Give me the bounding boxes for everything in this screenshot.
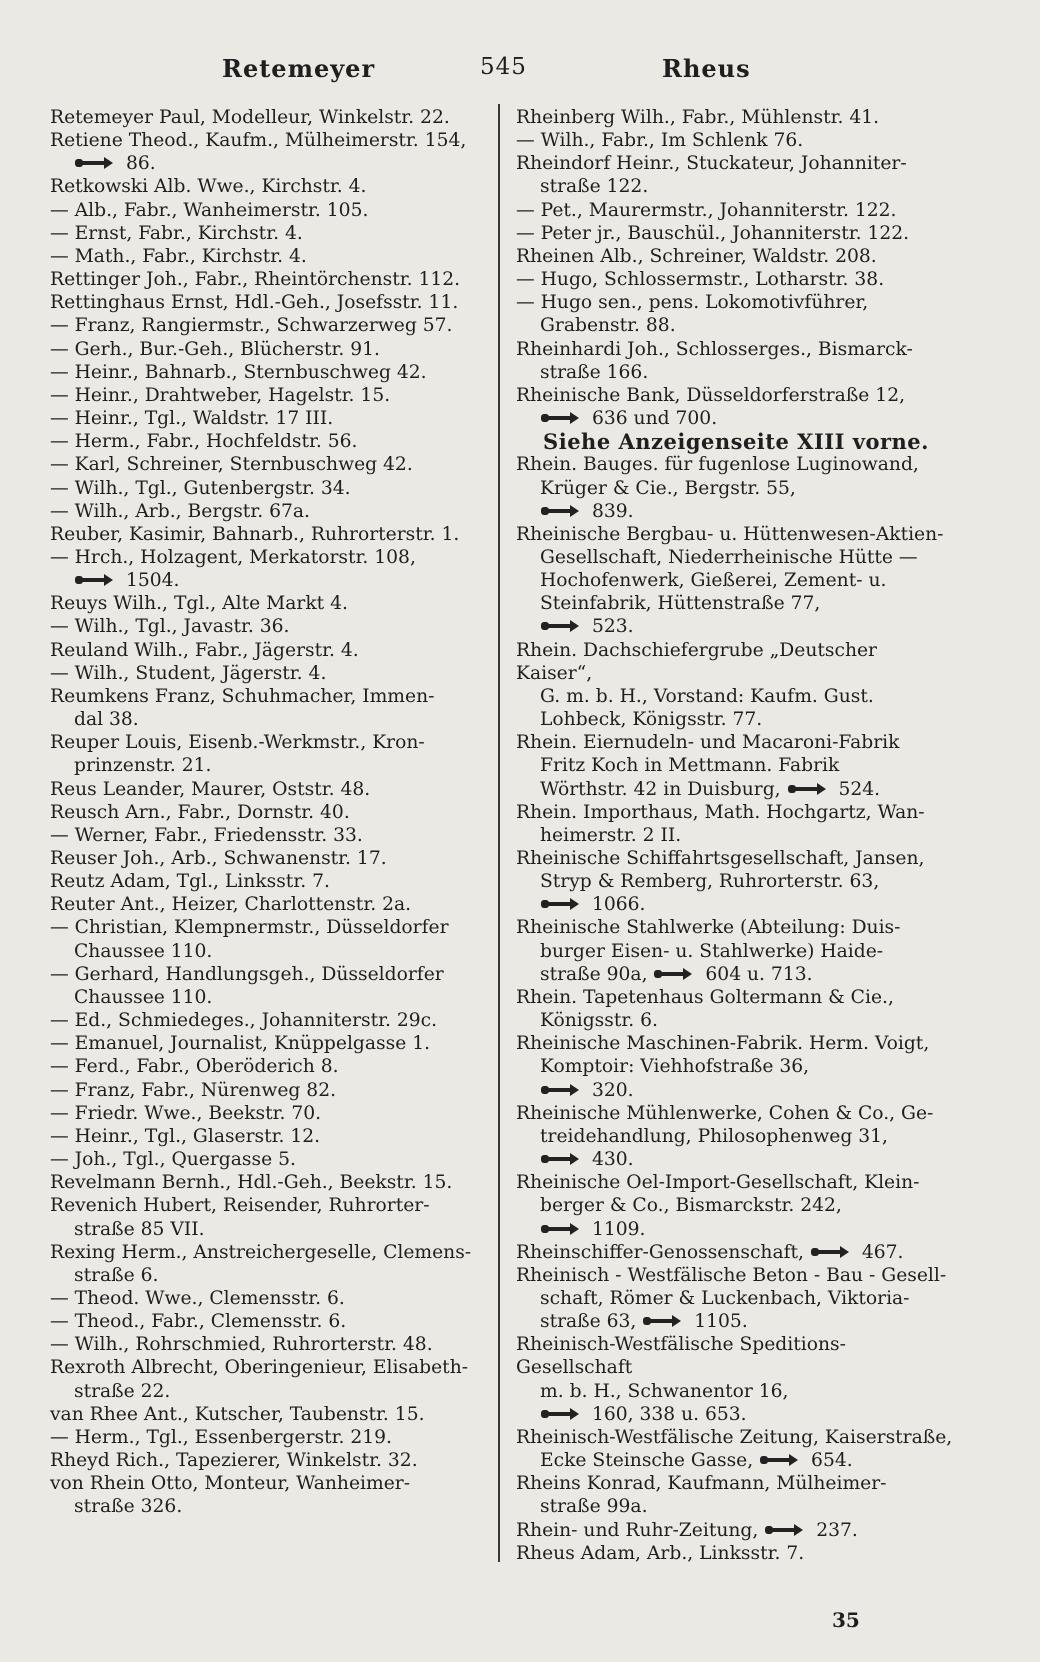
entry-continuation: treidehandlung, Philosophenweg 31, [540,1125,888,1147]
entry-text: — Heinr., Tgl., Waldstr. 17 III. [50,408,334,430]
entry-text: — Karl, Schreiner, Sternbuschweg 42. [50,454,413,476]
directory-entry [50,199,486,222]
directory-entry [50,407,486,430]
entry-text: — Gerh., Bur.-Geh., Blücherstr. 91. [50,338,380,360]
entry-continuation: burger Eisen- u. Stahlwerke) Haide- [540,940,884,962]
directory-entry [50,1310,486,1333]
directory-entry [50,1055,486,1078]
telephone-icon [759,1453,799,1467]
entry-continuation: Hochofenwerk, Gießerei, Zement- u. [540,570,887,592]
directory-entry [50,1449,486,1472]
directory-entry [50,523,486,546]
entry-text: Rhein. Dachschiefergrube „Deutscher Kaiser“, [516,639,877,684]
telephone-icon [540,897,580,911]
directory-entry [50,731,486,777]
entry-text: — Math., Fabr., Kirchstr. 4. [50,245,307,267]
entry-text: Rheinische Schiffahrtsgesellschaft, Jansen, [516,848,925,869]
directory-entry [50,1333,486,1356]
entry-continuation: Gesellschaft, Niederrheinische Hütte — [540,546,918,568]
directory-entry [50,1356,486,1402]
entry-text: Reus Leander, Maurer, Oststr. 48. [50,778,371,800]
entry-continuation: m. b. H., Schwanentor 16, [540,1380,789,1402]
entry-continuation: 320. [516,1079,956,1102]
entry-text: — Peter jr., Bauschül., Johanniterstr. 122. [516,222,910,244]
advertisement-notice: Siehe Anzeigenseite XIII vorne. [543,429,929,455]
directory-entry [50,916,486,962]
entry-text: Retkowski Alb. Wwe., Kirchstr. 4. [50,176,367,198]
entry-continuation: berger & Co., Bismarckstr. 242, [540,1195,842,1217]
entry-continuation: Chaussee 110. [74,986,213,1008]
entry-text: Reusch Arn., Fabr., Dornstr. 40. [50,801,350,823]
directory-entry [50,384,486,407]
telephone-icon [540,1152,580,1166]
directory-entry [50,245,486,268]
telephone-icon [764,1523,804,1537]
entry-text: Rheinisch-Westfälische Zeitung, Kaiserstraße, [516,1426,953,1448]
directory-entry [50,1171,486,1194]
directory-entry [50,1472,486,1518]
directory-entry [50,1032,486,1055]
directory-entry [50,893,486,916]
entry-text: — Hugo sen., pens. Lokomotivführer, [516,292,869,314]
directory-entry [516,1472,956,1518]
left-column [50,106,486,1519]
entry-continuation: heimerstr. 2 II. [540,824,682,846]
running-head-left: Retemeyer [222,54,376,83]
directory-entry [50,453,486,476]
directory-entry [516,731,956,800]
directory-entry [516,847,956,916]
entry-text: Reuber, Kasimir, Bahnarb., Ruhrorterstr. 1. [50,523,460,545]
right-column [516,106,956,1565]
entry-text: — Wilh., Arb., Bergstr. 67a. [50,500,310,522]
telephone-icon [540,1083,580,1097]
directory-entry [50,778,486,801]
entry-text: Rettinghaus Ernst, Hdl.-Geh., Josefsstr. 11. [50,292,459,314]
entry-text: — Wilh., Student, Jägerstr. 4. [50,662,327,684]
directory-entry [516,1519,956,1542]
directory-entry [50,870,486,893]
entry-text: — Wilh., Fabr., Im Schlenk 76. [516,130,804,152]
directory-entry [50,963,486,1009]
directory-entry [516,1241,956,1264]
entry-continuation: Krüger & Cie., Bergstr. 55, [540,477,796,499]
directory-entry [516,1264,956,1333]
page-number: 545 [480,54,527,80]
entry-text: Revenich Hubert, Reisender, Ruhrorter- [50,1195,430,1217]
directory-entry [516,639,956,732]
directory-entry [516,199,956,222]
entry-text: — Gerhard, Handlungsgeh., Düsseldorfer [50,963,444,985]
entry-text: Rexroth Albrecht, Oberingenieur, Elisabeth- [50,1357,469,1379]
directory-entry [50,662,486,685]
entry-text: — Franz, Rangiermstr., Schwarzerweg 57. [50,315,453,337]
directory-entry [516,268,956,291]
directory-entry [50,175,486,198]
sheet-number: 35 [832,1608,860,1632]
entry-text: Rheinschiffer-Genossenschaft, 467. [516,1241,904,1263]
entry-continuation: G. m. b. H., Vorstand: Kaufm. Gust. [540,685,874,707]
entry-text: Retiene Theod., Kaufm., Mülheimerstr. 154, [50,130,467,152]
directory-entry [50,291,486,314]
directory-entry [50,546,486,592]
entry-continuation: Wörthstr. 42 in Duisburg, 524. [540,778,881,800]
directory-entry [516,916,956,985]
directory-entry [516,1102,956,1171]
entry-text: — Werner, Fabr., Friedensstr. 33. [50,824,363,846]
entry-continuation: Ecke Steinsche Gasse, 654. [540,1450,853,1472]
entry-continuation: 430. [516,1148,956,1171]
entry-text: Rheinische Bergbau- u. Hüttenwesen-Aktien- [516,523,944,545]
entry-continuation: straße 6. [74,1264,159,1286]
directory-entry [516,801,956,847]
entry-text: Rheinische Stahlwerke (Abteilung: Duis- [516,917,901,939]
entry-text: — Joh., Tgl., Quergasse 5. [50,1149,296,1171]
directory-entry [516,523,956,639]
entry-text: Rheinisch-Westfälische Speditions-Gesellschaft [516,1334,846,1379]
entry-text: — Emanuel, Journalist, Knüppelgasse 1. [50,1033,431,1055]
directory-entry [516,152,956,198]
entry-continuation: straße 90a, 604 u. 713. [540,963,813,985]
entry-text: Rheinhardi Joh., Schlosserges., Bismarck- [516,338,913,360]
entry-text: Rheinisch - Westfälische Beton - Bau - Gesell- [516,1264,947,1286]
entry-text: Reuser Joh., Arb., Schwanenstr. 17. [50,848,387,869]
entry-text: — Christian, Klempnermstr., Düsseldorfer [50,917,449,939]
entry-text: — Heinr., Drahtweber, Hagelstr. 15. [50,384,391,406]
directory-entry [50,1287,486,1310]
entry-text: Rheyd Rich., Tapezierer, Winkelstr. 32. [50,1450,418,1472]
directory-entry [516,1542,956,1565]
directory-entry [516,1426,956,1472]
directory-entry [50,129,486,175]
telephone-icon [540,1222,580,1236]
entry-continuation: Stryp & Remberg, Ruhrorterstr. 63, [540,871,880,893]
directory-entry [50,222,486,245]
entry-continuation: Komptoir: Viehhofstraße 36, [540,1056,810,1078]
entry-continuation: Chaussee 110. [74,940,213,962]
directory-entry [50,361,486,384]
entry-text: — Wilh., Tgl., Gutenbergstr. 34. [50,477,351,499]
directory-entry [50,1241,486,1287]
directory-entry [50,685,486,731]
entry-text: Rheinen Alb., Schreiner, Waldstr. 208. [516,245,877,267]
entry-continuation: straße 22. [74,1380,171,1402]
entry-text: — Wilh., Tgl., Javastr. 36. [50,616,290,638]
entry-text: — Theod. Wwe., Clemensstr. 6. [50,1287,345,1309]
telephone-icon [540,504,580,518]
entry-text: Rettinger Joh., Fabr., Rheintörchenstr. 112. [50,269,461,291]
entry-continuation: schaft, Römer & Luckenbach, Viktoria- [540,1287,910,1309]
telephone-icon [74,573,114,587]
directory-entry [516,106,956,129]
directory-entry [516,453,956,522]
entry-continuation: dal 38. [74,709,139,731]
entry-text: — Heinr., Tgl., Glaserstr. 12. [50,1125,321,1147]
entry-text: Retemeyer Paul, Modelleur, Winkelstr. 22. [50,107,450,128]
column-divider [498,104,500,1562]
entry-text: Reutz Adam, Tgl., Linksstr. 7. [50,871,330,893]
entry-continuation: Fritz Koch in Mettmann. Fabrik [540,755,840,777]
directory-entry [50,430,486,453]
running-head-right: Rheus [662,54,751,83]
entry-text: Reuland Wilh., Fabr., Jägerstr. 4. [50,639,359,661]
directory-entry [516,222,956,245]
telephone-icon [540,619,580,633]
entry-text: — Ferd., Fabr., Oberöderich 8. [50,1056,339,1078]
entry-text: — Theod., Fabr., Clemensstr. 6. [50,1311,347,1333]
entry-text: — Ed., Schmiedeges., Johanniterstr. 29c. [50,1010,438,1032]
entry-text: von Rhein Otto, Monteur, Wanheimer- [50,1473,411,1495]
entry-text: Rheins Konrad, Kaufmann, Mülheimer- [516,1473,887,1495]
telephone-icon [540,411,580,425]
telephone-icon [810,1245,850,1259]
entry-text: van Rhee Ant., Kutscher, Taubenstr. 15. [50,1403,425,1425]
directory-entry [50,824,486,847]
directory-entry [50,1102,486,1125]
directory-entry [50,268,486,291]
entry-continuation: 1066. [516,893,956,916]
directory-entry [50,106,486,129]
directory-entry [50,314,486,337]
entry-continuation: 523. [516,615,956,638]
directory-entry [50,1148,486,1171]
entry-text: Rhein. Eiernudeln- und Macaroni-Fabrik [516,732,900,754]
telephone-icon [540,1407,580,1421]
entry-text: — Ernst, Fabr., Kirchstr. 4. [50,222,303,244]
telephone-icon [642,1314,682,1328]
directory-entry [516,1171,956,1240]
entry-text: — Franz, Fabr., Nürenweg 82. [50,1079,337,1101]
entry-text: Reuter Ant., Heizer, Charlottenstr. 2a. [50,894,412,916]
entry-text: — Hrch., Holzagent, Merkatorstr. 108, [50,546,416,568]
directory-entry [50,500,486,523]
entry-text: Rhein. Importhaus, Math. Hochgartz, Wan- [516,801,925,823]
directory-entry [50,1403,486,1426]
directory-entry [50,1079,486,1102]
entry-continuation: prinzenstr. 21. [74,755,212,777]
directory-entry [516,129,956,152]
entry-continuation: straße 99a. [540,1496,648,1518]
directory-entry [516,245,956,268]
entry-continuation: straße 85 VII. [74,1218,205,1240]
entry-continuation: 1504. [50,569,486,592]
directory-entry [516,291,956,337]
entry-text: Rhein- und Ruhr-Zeitung, 237. [516,1519,858,1541]
directory-entry [50,338,486,361]
entry-text: — Wilh., Rohrschmied, Ruhrorterstr. 48. [50,1334,433,1356]
entry-continuation: Grabenstr. 88. [540,315,676,337]
directory-entry [516,338,956,384]
directory-entry [516,986,956,1032]
entry-text: Reuys Wilh., Tgl., Alte Markt 4. [50,593,348,615]
entry-text: Reumkens Franz, Schuhmacher, Immen- [50,685,435,707]
entry-text: — Herm., Fabr., Hochfeldstr. 56. [50,431,358,453]
entry-text: — Herm., Tgl., Essenbergerstr. 219. [50,1426,392,1448]
directory-entry [50,1125,486,1148]
entry-text: Revelmann Bernh., Hdl.-Geh., Beekstr. 15. [50,1172,453,1194]
entry-continuation: 86. [50,152,486,175]
entry-text: Rexing Herm., Anstreichergeselle, Clemens- [50,1241,472,1263]
directory-entry [50,592,486,615]
entry-text: Rheus Adam, Arb., Linksstr. 7. [516,1542,805,1564]
entry-text: — Pet., Maurermstr., Johanniterstr. 122. [516,199,897,221]
entry-continuation: straße 63, 1105. [540,1311,748,1333]
entry-text: Rheinische Mühlenwerke, Cohen & Co., Ge- [516,1102,934,1124]
telephone-icon [787,782,827,796]
entry-text: — Friedr. Wwe., Beekstr. 70. [50,1102,322,1124]
entry-text: Rheinische Oel-Import-Gesellschaft, Klein- [516,1172,920,1194]
directory-entry [50,1426,486,1449]
entry-text: Rheindorf Heinr., Stuckateur, Johanniter- [516,153,907,175]
entry-text: — Heinr., Bahnarb., Sternbuschweg 42. [50,361,427,383]
entry-text: — Hugo, Schlossermstr., Lotharstr. 38. [516,269,885,291]
directory-entry [516,1333,956,1426]
directory-entry [50,1009,486,1032]
entry-text: Rheinberg Wilh., Fabr., Mühlenstr. 41. [516,107,880,128]
telephone-icon [74,156,114,170]
entry-continuation: Lohbeck, Königsstr. 77. [540,709,763,731]
entry-continuation: 839. [516,500,956,523]
entry-continuation: Königsstr. 6. [540,1010,658,1032]
directory-entry [50,477,486,500]
entry-continuation: Steinfabrik, Hüttenstraße 77, [540,593,821,615]
directory-entry [516,384,956,430]
directory-entry [50,1194,486,1240]
entry-text: Rheinische Maschinen-Fabrik. Herm. Voigt, [516,1033,930,1055]
entry-continuation: 160, 338 u. 653. [516,1403,956,1426]
directory-entry [50,615,486,638]
entry-continuation: straße 326. [74,1496,183,1518]
directory-entry [50,639,486,662]
entry-text: — Alb., Fabr., Wanheimerstr. 105. [50,199,369,221]
entry-text: Reuper Louis, Eisenb.-Werkmstr., Kron- [50,732,425,754]
entry-text: Rhein. Bauges. für fugenlose Luginowand, [516,454,919,476]
entry-text: Rhein. Tapetenhaus Goltermann & Cie., [516,986,894,1008]
entry-continuation: 636 und 700. [516,407,956,430]
directory-entry [50,847,486,870]
entry-text: Rheinische Bank, Düsseldorferstraße 12, [516,384,906,406]
directory-entry [50,801,486,824]
entry-continuation: straße 122. [540,176,649,198]
entry-continuation: 1109. [516,1218,956,1241]
entry-continuation: straße 166. [540,361,649,383]
directory-entry [516,1032,956,1101]
telephone-icon [653,967,693,981]
